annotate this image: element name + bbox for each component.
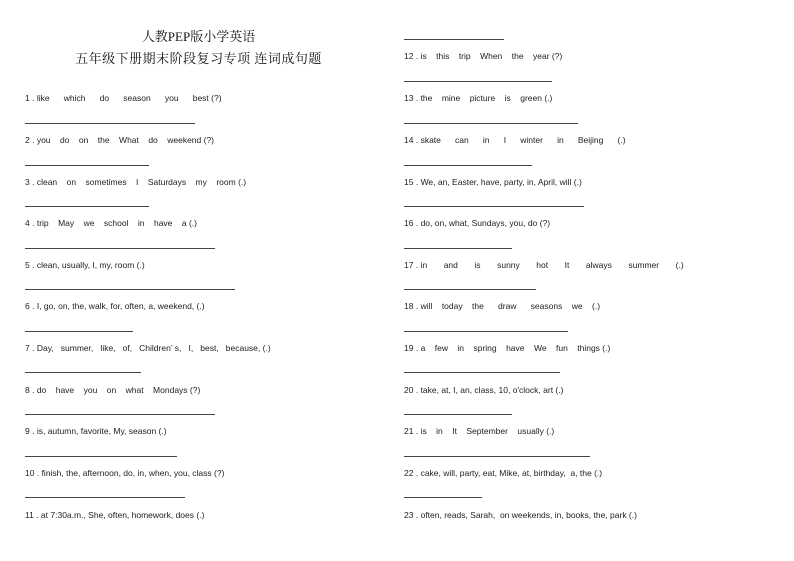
question-words: in and is sunny hot It always summer (.) [420,260,684,270]
question-words: We, an, Easter, have, party, in, April, will (.) [420,177,582,187]
answer-line-8 [25,414,215,415]
question-number: 7 . [25,343,35,353]
worksheet-subtitle: 五年级下册期末阶段复习专项 连词成句题 [75,51,322,66]
question-number: 22 . [404,468,419,478]
question-18 [404,301,600,311]
question-number: 3 . [25,177,35,187]
question-4 [25,218,197,228]
question-words: like which do season you best (?) [36,93,222,103]
question-10 [25,468,224,478]
question-3 [25,177,246,187]
answer-line-13 [404,123,578,124]
question-9 [25,426,167,436]
question-17 [404,260,684,270]
answer-line-17 [404,289,536,290]
question-number: 4 . [25,218,35,228]
question-number: 5 . [25,260,35,270]
question-5 [25,260,145,270]
question-21 [404,426,554,436]
question-number: 21 . [404,426,419,436]
question-words: is this trip When the year (?) [420,51,563,61]
question-words: do have you on what Mondays (?) [36,385,201,395]
question-number: 19 . [404,343,419,353]
question-words: trip May we school in have a (.) [36,218,197,228]
worksheet-title: 人教PEP版小学英语 [141,29,256,44]
answer-line-top [404,39,504,40]
question-number: 13 . [404,93,419,103]
answer-line-15 [404,206,584,207]
question-2 [25,135,214,145]
question-20 [404,385,563,395]
question-words: at 7:30a.m., She, often, homework, does (.) [40,510,205,520]
question-19 [404,343,610,353]
question-words: often, reads, Sarah, on weekends, in, books, the, park (.) [420,510,637,520]
question-number: 8 . [25,385,35,395]
question-6 [25,301,205,311]
answer-line-7 [25,372,141,373]
question-number: 10 . [25,468,40,478]
question-words: is in It September usually (.) [420,426,555,436]
question-number: 12 . [404,51,419,61]
question-words: clean on sometimes I Saturdays my room (.) [36,177,247,187]
answer-line-3 [25,206,149,207]
question-words: will today the draw seasons we (.) [420,301,601,311]
question-13 [404,93,552,103]
answer-line-1 [25,123,195,124]
question-11 [25,510,204,520]
question-number: 11 . [25,510,39,520]
question-words: take, at, I, an, class, 10, o'clock, art (.) [420,385,564,395]
question-number: 18 . [404,301,419,311]
question-words: Day, summer, like, of, Children’ s, I, best, because, (.) [36,343,271,353]
answer-line-9 [25,456,177,457]
question-number: 1 . [25,93,35,103]
question-14 [404,135,626,145]
question-words: clean, usually, I, my, room (.) [36,260,145,270]
question-words: skate can in I winter in Beijing (.) [420,135,626,145]
answer-line-12 [404,81,552,82]
question-23 [404,510,637,520]
question-number: 2 . [25,135,35,145]
question-number: 23 . [404,510,419,520]
question-8 [25,385,200,395]
question-12 [404,51,562,61]
answer-line-16 [404,248,512,249]
question-number: 20 . [404,385,419,395]
answer-line-2 [25,165,149,166]
question-number: 16 . [404,218,419,228]
answer-line-22 [404,497,482,498]
question-22 [404,468,602,478]
answer-line-14 [404,165,532,166]
question-number: 14 . [404,135,419,145]
question-16 [404,218,550,228]
question-words: finish, the, afternoon, do, in, when, you, class (?) [41,468,225,478]
answer-line-21 [404,456,590,457]
question-words: the mine picture is green (.) [420,93,553,103]
question-number: 17 . [404,260,419,270]
question-words: cake, will, party, eat, Mike, at, birthday, a, the (.) [420,468,603,478]
question-number: 9 . [25,426,35,436]
answer-line-20 [404,414,512,415]
question-words: is, autumn, favorite, My, season (.) [36,426,167,436]
answer-line-5 [25,289,235,290]
answer-line-4 [25,248,215,249]
question-number: 15 . [404,177,419,187]
question-words: I, go, on, the, walk, for, often, a, weekend, (.) [36,301,205,311]
question-7 [25,343,271,353]
answer-line-10 [25,497,185,498]
question-words: do, on, what, Sundays, you, do (?) [420,218,551,228]
answer-line-6 [25,331,133,332]
answer-line-19 [404,372,560,373]
answer-line-18 [404,331,568,332]
question-1 [25,93,222,103]
question-15 [404,177,582,187]
question-words: a few in spring have We fun things (.) [420,343,611,353]
question-words: you do on the What do weekend (?) [36,135,215,145]
question-number: 6 . [25,301,35,311]
